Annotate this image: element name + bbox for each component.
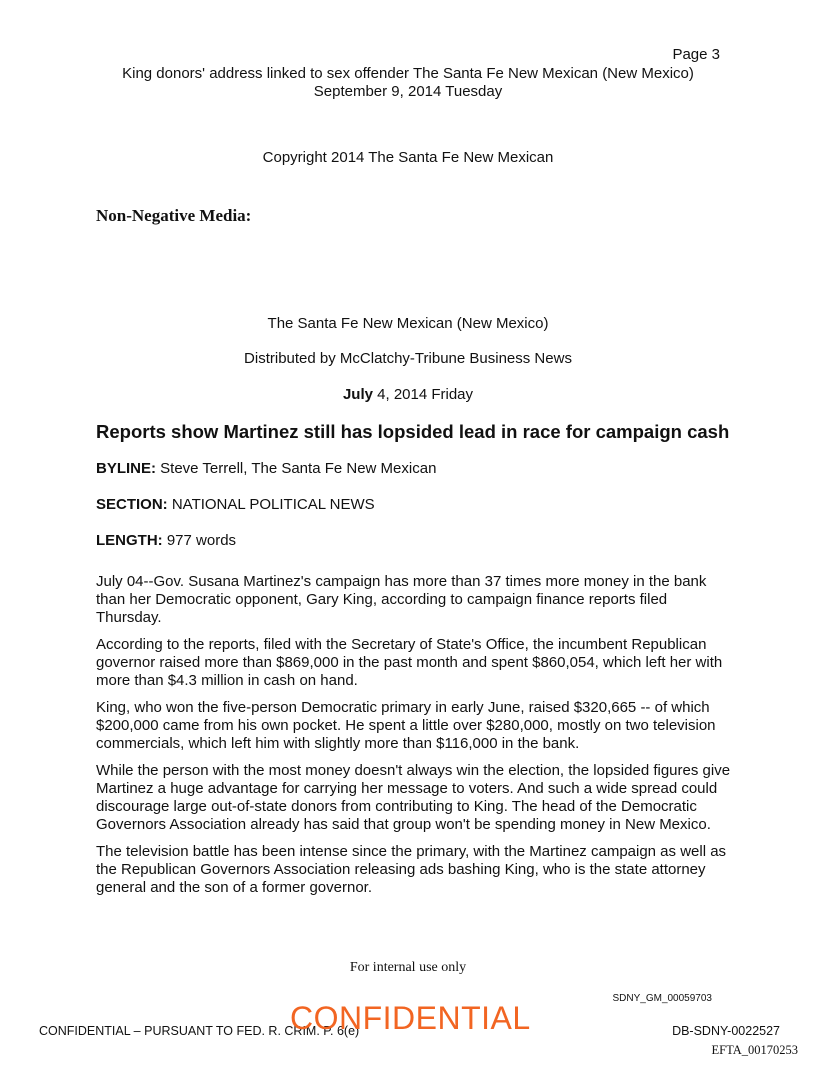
section-title: Non-Negative Media: (96, 206, 252, 225)
article-paragraph: While the person with the most money doesn't always win the election, the lopsided figures give Martinez a huge advantage for carrying her message to voters. And such a wide spread could discourage large out-of-state donors from contributing to King. The head of the Democratic Governors Association already has said that group won't be spending money in New Mexico. (96, 762, 731, 833)
article-paragraph: According to the reports, filed with the Secretary of State's Office, the incumbent Republican governor raised more than $869,000 in the past month and spent $860,054, which left her with more than $4.3 million in cash on hand. (96, 636, 723, 689)
byline-value: Steve Terrell, The Santa Fe New Mexican (156, 460, 437, 477)
document-title-line: King donors' address linked to sex offender The Santa Fe New Mexican (New Mexico) (122, 65, 694, 82)
section-value: NATIONAL POLITICAL NEWS (167, 496, 375, 513)
confidential-stamp: CONFIDENTIAL (290, 1000, 531, 1036)
internal-use-notice: For internal use only (349, 960, 467, 975)
publication-name: The Santa Fe New Mexican (New Mexico) (267, 315, 549, 332)
byline (96, 460, 436, 477)
article-date-month: July (342, 386, 373, 403)
article-body (96, 573, 732, 906)
article-paragraph: July 04--Gov. Susana Martinez's campaign has more than 37 times more money in the bank than her Democratic opponent, Gary King, according to campaign finance reports filed Thursday. (96, 573, 707, 626)
article-headline: Reports show Martinez still has lopsided lead in race for campaign cash (96, 421, 730, 442)
length-label: LENGTH: (96, 532, 163, 549)
length-value: 977 words (162, 532, 237, 549)
byline-label: BYLINE: (96, 460, 156, 477)
section-label: SECTION: (96, 496, 168, 513)
article-date-rest: 4, 2014 Friday (372, 386, 474, 403)
page-number: Page 3 (672, 46, 720, 63)
document-date-line: September 9, 2014 Tuesday (313, 83, 503, 100)
article-paragraph: King, who won the five-person Democratic primary in early June, raised $320,665 -- of which $200,000 came from his own pocket. He spent a little over $280,000, mostly on two television commercials, which left him with slightly more than $116,000 in the bank. (96, 699, 716, 752)
article-paragraph: The television battle has been intense since the primary, with the Martinez campaign as well as the Republican Governors Association releasing ads bashing King, who is the state attorney general and the son of a former governor. (96, 843, 727, 896)
article-date (0, 386, 816, 403)
copyright-line: Copyright 2014 The Santa Fe New Mexican (262, 149, 554, 166)
length-line (96, 532, 236, 549)
confidential-notice: CONFIDENTIAL – PURSUANT TO FED. R. CRIM. P. 6(e) (39, 1024, 360, 1038)
bates-number-sdny: SDNY_GM_00059703 (612, 993, 712, 1004)
bates-number-db: DB-SDNY-0022527 (672, 1024, 780, 1038)
distributor-line: Distributed by McClatchy-Tribune Business News (244, 350, 572, 367)
section-line (96, 496, 375, 513)
efta-number: EFTA_00170253 (711, 1043, 798, 1057)
